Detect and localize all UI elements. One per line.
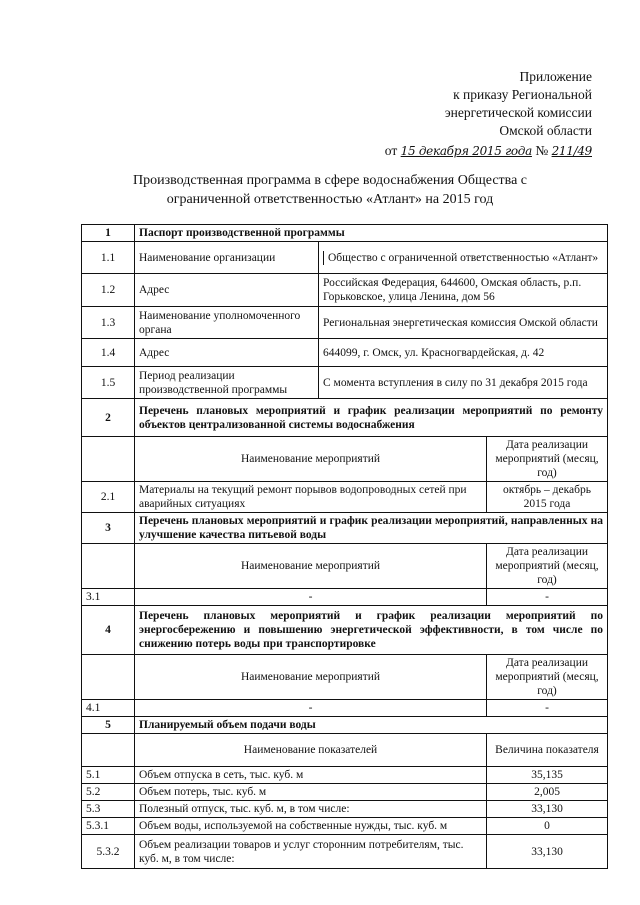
table-row	[82, 274, 608, 307]
section-4-header	[82, 606, 608, 655]
column-header-name: Наименование показателей	[135, 734, 487, 767]
table-row	[82, 818, 608, 835]
handwritten-number: 211/49	[551, 144, 592, 158]
table-row	[82, 784, 608, 801]
row-number: 1.3	[82, 307, 135, 339]
section-2-header	[82, 399, 608, 437]
empty-cell	[82, 734, 135, 767]
row-value-text: Общество с ограниченной ответственностью «Атлант»	[323, 251, 603, 265]
approval-line-4: Омской области	[499, 123, 592, 138]
empty-cell	[82, 544, 135, 589]
row-number: 5.3	[82, 801, 135, 818]
title-line-1: Производственная программа в сфере водоснабжения Общества с	[132, 173, 528, 188]
section-title: Перечень плановых мероприятий и график реализации мероприятий по энергосбережению и повышению энергетической эффективности, в том числе по снижению потерь воды при транспортировке	[135, 606, 608, 655]
column-header-name: Наименование мероприятий	[135, 437, 487, 482]
section-5-header	[82, 717, 608, 734]
title-line-2: ограниченной ответственностью «Атлант» на 2015 год	[166, 192, 494, 207]
row-number: 4.1	[82, 700, 135, 717]
column-header-value: Величина показателя	[487, 734, 608, 767]
table-row	[82, 801, 608, 818]
row-label: Наименование уполномоченного органа	[135, 307, 319, 339]
column-header-date: Дата реализации мероприятий (месяц, год)	[487, 655, 608, 700]
table-row	[82, 589, 608, 606]
row-number: 1.5	[82, 367, 135, 399]
section-1-header	[82, 225, 608, 242]
row-label: Адрес	[135, 274, 319, 307]
row-label: Адрес	[135, 339, 319, 367]
row-date: -	[487, 589, 608, 606]
row-value	[319, 242, 608, 274]
row-number: 3.1	[82, 589, 135, 606]
table-row	[82, 307, 608, 339]
approval-block	[292, 68, 592, 160]
row-value: 2,005	[487, 784, 608, 801]
column-header-name: Наименование мероприятий	[135, 544, 487, 589]
row-name: Полезный отпуск, тыс. куб. м, в том числе:	[135, 801, 487, 818]
row-name: Материалы на текущий ремонт порывов водопроводных сетей при аварийных ситуациях	[135, 482, 487, 513]
row-name: Объем реализации товаров и услуг сторонним потребителям, тыс. куб. м, в том числе:	[135, 835, 487, 869]
row-value: 0	[487, 818, 608, 835]
section-4-column-header	[82, 655, 608, 700]
empty-cell	[82, 437, 135, 482]
section-2-column-header	[82, 437, 608, 482]
handwritten-date: 15 декабря 2015 года	[400, 144, 532, 158]
section-title: Планируемый объем подачи воды	[135, 717, 608, 734]
section-5-column-header	[82, 734, 608, 767]
row-value: 33,130	[487, 835, 608, 869]
row-value: С момента вступления в силу по 31 декабря 2015 года	[319, 367, 608, 399]
section-number: 1	[82, 225, 135, 242]
approval-line-3: энергетической комиссии	[444, 105, 592, 120]
approval-date-number-line	[292, 142, 592, 160]
row-number: 5.1	[82, 767, 135, 784]
row-value: 35,135	[487, 767, 608, 784]
section-number: 5	[82, 717, 135, 734]
row-name: -	[135, 589, 487, 606]
section-number: 3	[82, 513, 135, 544]
table-row	[82, 367, 608, 399]
empty-cell	[82, 655, 135, 700]
document-title	[60, 171, 600, 209]
row-value: Региональная энергетическая комиссия Омской области	[319, 307, 608, 339]
table-row	[82, 835, 608, 869]
row-value: Российская Федерация, 644600, Омская область, р.п. Горьковское, улица Ленина, дом 56	[319, 274, 608, 307]
row-value: 33,130	[487, 801, 608, 818]
row-value: 644099, г. Омск, ул. Красногвардейская, д. 42	[319, 339, 608, 367]
row-number: 5.3.1	[82, 818, 135, 835]
column-header-date: Дата реализации мероприятий (месяц, год)	[487, 437, 608, 482]
program-table	[81, 224, 608, 869]
table-row	[82, 339, 608, 367]
row-number: 1.1	[82, 242, 135, 274]
section-number: 4	[82, 606, 135, 655]
row-name: Объем воды, используемой на собственные нужды, тыс. куб. м	[135, 818, 487, 835]
section-title: Перечень плановых мероприятий и график реализации мероприятий, направленных на улучшение качества питьевой воды	[135, 513, 608, 544]
table-row	[82, 700, 608, 717]
number-prefix: №	[535, 143, 549, 158]
table-row	[82, 767, 608, 784]
row-number: 5.3.2	[82, 835, 135, 869]
row-number: 1.2	[82, 274, 135, 307]
row-number: 5.2	[82, 784, 135, 801]
row-date: -	[487, 700, 608, 717]
section-number: 2	[82, 399, 135, 437]
row-name: Объем потерь, тыс. куб. м	[135, 784, 487, 801]
column-header-date: Дата реализации мероприятий (месяц, год)	[487, 544, 608, 589]
row-name: -	[135, 700, 487, 717]
row-name: Объем отпуска в сеть, тыс. куб. м	[135, 767, 487, 784]
section-title: Перечень плановых мероприятий и график реализации мероприятий по ремонту объектов централизованной системы водоснабжения	[135, 399, 608, 437]
section-title: Паспорт производственной программы	[135, 225, 608, 242]
row-number: 1.4	[82, 339, 135, 367]
table-row	[82, 242, 608, 274]
from-prefix: от	[384, 143, 398, 158]
table-row	[82, 482, 608, 513]
section-3-header	[82, 513, 608, 544]
section-3-column-header	[82, 544, 608, 589]
row-label: Наименование организации	[135, 242, 319, 274]
approval-line-1: Приложение	[519, 69, 592, 84]
approval-line-2: к приказу Региональной	[453, 87, 592, 102]
column-header-name: Наименование мероприятий	[135, 655, 487, 700]
row-number: 2.1	[82, 482, 135, 513]
row-label: Период реализации производственной программы	[135, 367, 319, 399]
row-date: октябрь – декабрь 2015 года	[487, 482, 608, 513]
